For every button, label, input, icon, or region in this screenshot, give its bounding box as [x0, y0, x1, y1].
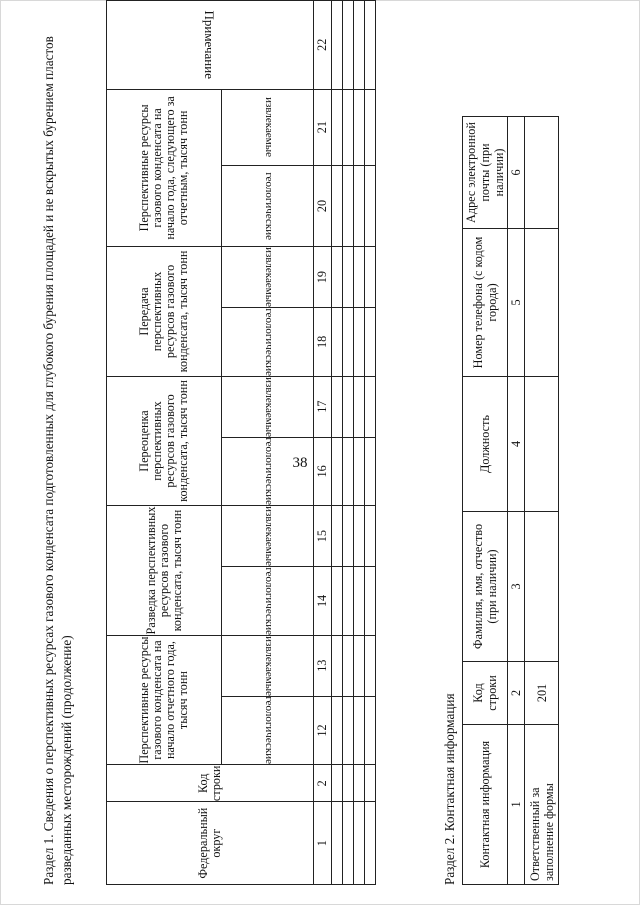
contacts-header-email: Адрес электронной почты (при наличии)	[463, 117, 508, 229]
section2-title: Раздел 2. Контактная информация	[442, 693, 457, 885]
contacts-email-cell[interactable]	[525, 117, 559, 229]
subheader-recoverable	[222, 635, 314, 696]
header-federal-district: Федеральный округ	[107, 802, 314, 885]
subheader-geological	[222, 696, 314, 765]
column-number: 18	[314, 308, 332, 377]
empty-data-row	[343, 1, 354, 885]
contacts-column-number: 2	[508, 662, 525, 725]
header-group-exploration: Разведка перспективных ресурсов газового конденсата, тысяч тонн	[107, 506, 222, 636]
column-number: 14	[314, 567, 332, 636]
column-number-row	[314, 1, 332, 885]
contacts-column-number: 6	[508, 117, 525, 229]
contacts-header-position: Должность	[463, 377, 508, 512]
subheader-geological-text: геологические	[262, 308, 275, 376]
contacts-header-code: Код строки	[463, 662, 508, 725]
subheader-recoverable-text: извлекаемые	[262, 376, 275, 437]
contacts-phone-cell[interactable]	[525, 229, 559, 377]
subheader-geological-text: геологические	[262, 567, 275, 635]
contacts-header-phone: Номер телефона (с кодом города)	[463, 229, 508, 377]
column-number: 13	[314, 635, 332, 696]
empty-data-row	[332, 1, 343, 885]
subheader-geological-text: геологические	[262, 437, 275, 506]
contacts-header-info: Контактная информация	[463, 725, 508, 885]
contacts-row-label: Ответственный за заполнение формы	[525, 725, 559, 885]
column-number: 2	[314, 765, 332, 802]
resources-table	[106, 0, 376, 885]
empty-data-row	[365, 1, 376, 885]
subheader-geological	[222, 567, 314, 636]
contacts-row	[525, 117, 559, 885]
column-number: 22	[314, 1, 332, 90]
contacts-name-cell[interactable]	[525, 512, 559, 662]
header-group-start-resources: Перспективные ресурсы газового конденсата на начало отчетного года, тысяч тонн	[107, 635, 222, 765]
column-number: 17	[314, 376, 332, 437]
subheader-recoverable	[222, 376, 314, 437]
header-note-text: Примечание	[202, 10, 217, 80]
subheader-recoverable	[222, 506, 314, 567]
subheader-geological	[222, 437, 314, 506]
subheader-recoverable	[222, 89, 314, 165]
subheader-geological-text: геологические	[262, 172, 275, 240]
column-number: 12	[314, 696, 332, 765]
column-number: 1	[314, 802, 332, 885]
subheader-geological-text: геологические	[262, 696, 275, 765]
column-number: 16	[314, 437, 332, 506]
contacts-column-number: 5	[508, 229, 525, 377]
column-number: 15	[314, 506, 332, 567]
contacts-table	[462, 116, 559, 885]
empty-data-row	[354, 1, 365, 885]
column-number: 20	[314, 165, 332, 246]
contacts-header-name: Фамилия, имя, отчество (при наличии)	[463, 512, 508, 662]
subheader-recoverable-text: извлекаемые	[262, 635, 275, 696]
subheader-geological	[222, 165, 314, 246]
contacts-column-number: 3	[508, 512, 525, 662]
subheader-recoverable-text: извлекаемые	[262, 97, 275, 158]
section1-heading: Раздел 1. Сведения о перспективных ресурсах газового конденсата подготовленных для глубокого бурения площадей и не вскрытых бурением пластов разведанных месторождений (продолжение)	[41, 36, 74, 885]
contacts-column-number: 1	[508, 725, 525, 885]
subheader-recoverable-text: извлекаемые	[262, 506, 275, 567]
subheader-recoverable	[222, 247, 314, 308]
header-group-end-resources: Перспективные ресурсы газового конденсата на начало года, следующего за отчетным, тысяч тонн	[107, 89, 222, 247]
header-group-reassessment: Переоценка перспективных ресурсов газового конденсата, тысяч тонн	[107, 376, 222, 506]
header-row-code: Код строки	[107, 765, 314, 802]
subheader-geological	[222, 308, 314, 377]
column-number: 19	[314, 247, 332, 308]
page-number: 38	[292, 455, 308, 471]
column-number: 21	[314, 89, 332, 165]
contacts-position-cell[interactable]	[525, 377, 559, 512]
header-note	[107, 1, 314, 90]
contacts-row-code: 201	[525, 662, 559, 725]
header-group-transfer: Передача перспективных ресурсов газового конденсата, тысяч тонн	[107, 247, 222, 377]
contacts-column-number: 4	[508, 377, 525, 512]
subheader-recoverable-text: извлекаемые	[262, 247, 275, 308]
